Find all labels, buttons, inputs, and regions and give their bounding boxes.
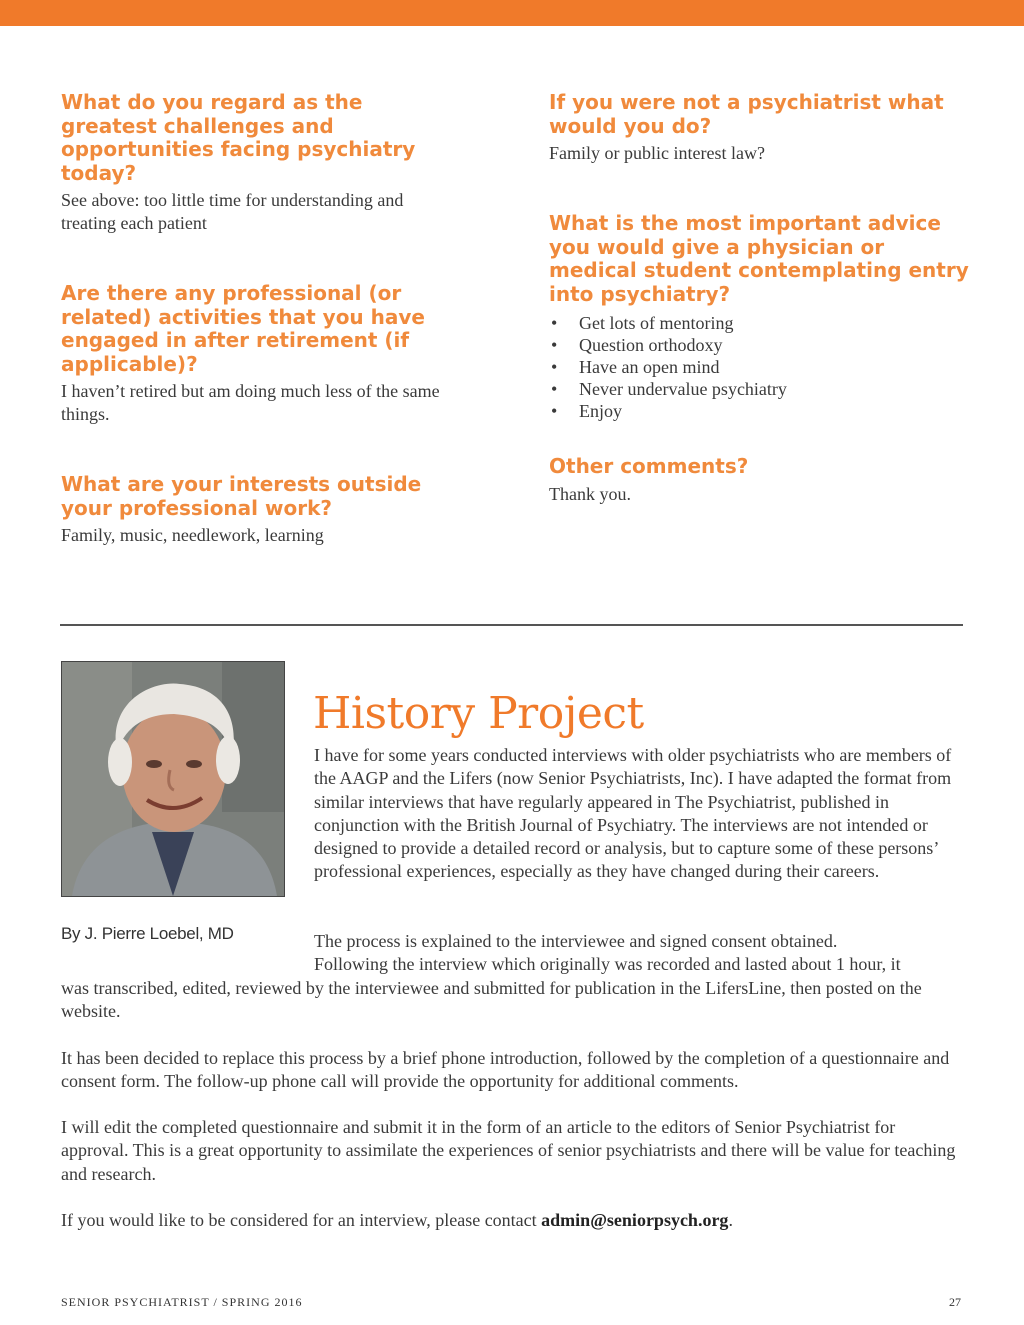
- paragraph: I will edit the completed questionnaire and submit it in the form of an article to the editors of Senior Psychiatrist for approval. This is a great opportunity to assimilate the experiences of senior psychiatrists and there will be value for teaching and research.: [61, 1117, 956, 1184]
- question-heading: What is the most important advice you would give a physician or medical student contemplating entry into psychiatry?: [549, 211, 969, 306]
- paragraph-line: Following the interview which originally was recorded and lasted about 1 hour, it: [314, 954, 901, 975]
- qa-challenges: [61, 91, 451, 235]
- history-process-start: [314, 930, 964, 977]
- list-item: • Get lots of mentoring: [551, 313, 734, 333]
- paragraph: I have for some years conducted interviews with older psychiatrists who are members of the AAGP and the Lifers (now Senior Psychiatrists, Inc). I have adapted the format from similar interviews that have regularly appeared in The Psychiatrist, published in conjunction with the British Journal of Psychiatry. The interviews are not intended or designed to provide a detailed record or analysis, but to capture some of these persons’ professional experiences, especially as they have changed during their careers.: [314, 745, 952, 882]
- author-photo: [61, 661, 285, 897]
- question-heading: What do you regard as the greatest challenges and opportunities facing psychiatry today?: [61, 90, 416, 185]
- answer-text: Thank you.: [549, 483, 631, 504]
- list-item: • Have an open mind: [551, 357, 720, 377]
- bullet-icon: •: [551, 313, 558, 333]
- bullet-icon: •: [551, 335, 558, 355]
- answer-text: Family, music, needlework, learning: [61, 525, 324, 545]
- qa-other-comments: [549, 455, 969, 506]
- list-item: • Never undervalue psychiatry: [551, 379, 787, 399]
- section-title: History Project: [313, 687, 644, 739]
- list-item: • Question orthodoxy: [551, 335, 723, 355]
- paragraph: was transcribed, edited, reviewed by the interviewee and submitted for publication in the LifersLine, then posted on the website.: [61, 978, 922, 1022]
- bullet-icon: •: [551, 379, 558, 399]
- top-accent-bar: [0, 0, 1024, 26]
- question-heading: Other comments?: [549, 454, 749, 478]
- history-body: [61, 977, 966, 1232]
- qa-alternative-career: [549, 91, 969, 165]
- answer-text: Family or public interest law?: [549, 143, 765, 163]
- qa-advice: [549, 212, 969, 422]
- question-heading: If you were not a psychiatrist what would you do?: [549, 90, 944, 138]
- question-heading: Are there any professional (or related) activities that you have engaged in after retirement (if applicable)?: [61, 281, 425, 376]
- paragraph-line: The process is explained to the interviewee and signed consent obtained.: [314, 931, 838, 951]
- paragraph: It has been decided to replace this process by a brief phone introduction, followed by the completion of a questionnaire and consent form. The follow-up phone call will provide the opportunity for additional comments.: [61, 1047, 950, 1091]
- bullet-icon: •: [551, 357, 558, 377]
- answer-text: See above: too little time for understanding and treating each patient: [61, 190, 404, 233]
- portrait-illustration: [62, 662, 284, 896]
- advice-list: [549, 312, 969, 422]
- section-divider: [60, 624, 963, 626]
- contact-paragraph: If you would like to be considered for an interview, please contact admin@seniorpsych.org.: [61, 1210, 733, 1231]
- qa-interests: [61, 473, 451, 547]
- contact-email-link[interactable]: admin@seniorpsych.org: [541, 1210, 729, 1231]
- question-heading: What are your interests outside your professional work?: [61, 472, 422, 520]
- history-intro: [314, 744, 964, 884]
- bullet-icon: •: [551, 401, 558, 421]
- answer-text: I haven’t retired but am doing much less of the same things.: [61, 381, 440, 424]
- qa-retirement: [61, 282, 451, 426]
- page-number: 27: [949, 1295, 961, 1309]
- footer-publication: SENIOR PSYCHIATRIST / SPRING 2016: [61, 1295, 303, 1309]
- author-byline: By J. Pierre Loebel, MD: [61, 924, 234, 943]
- list-item: • Enjoy: [551, 401, 622, 421]
